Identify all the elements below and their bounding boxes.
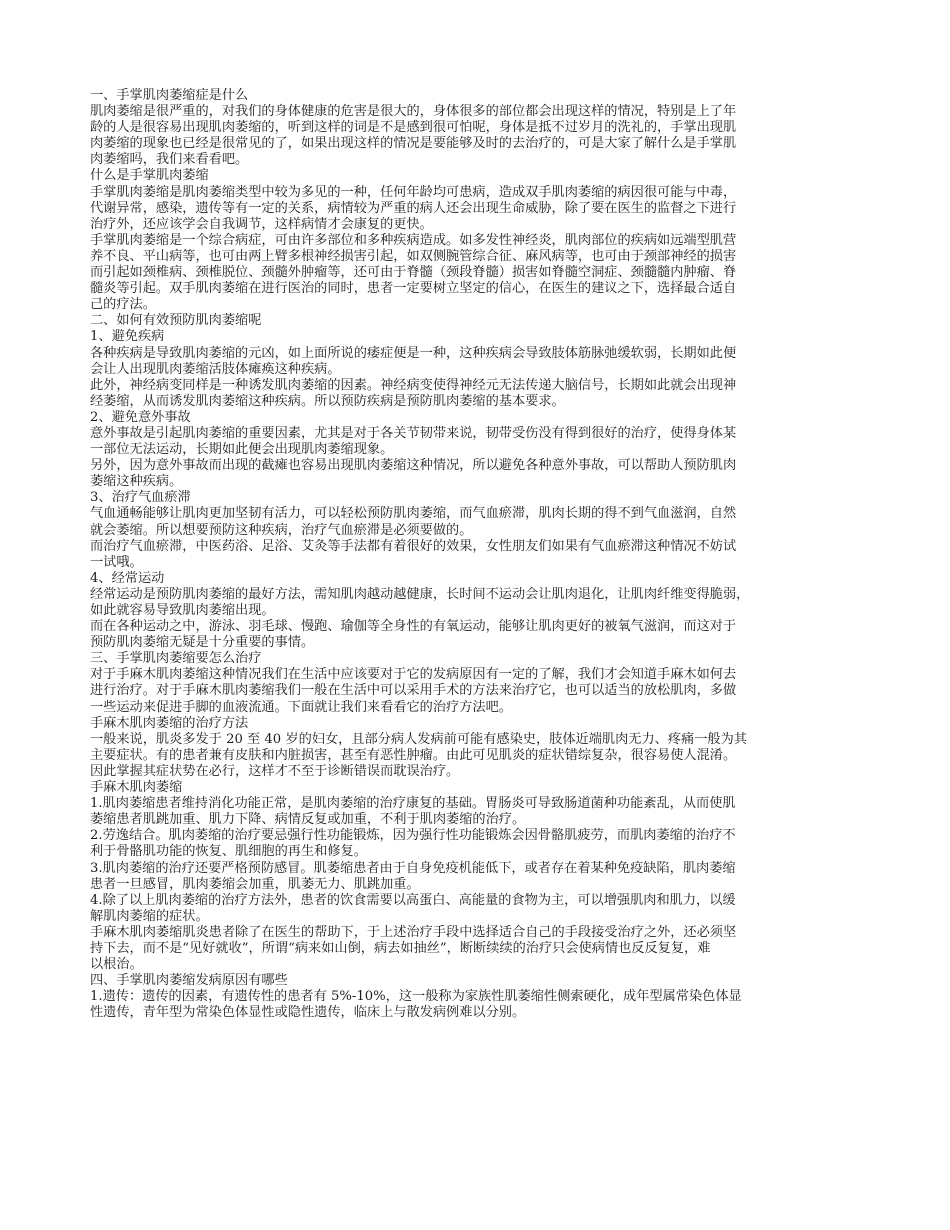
text-line: 持下去，而不是“见好就收”，所谓“病来如山倒，病去如抽丝”，断断续续的治疗只会使病情也反反复复，难 — [90, 940, 711, 956]
text-line: 养不良、平山病等，也可由两上臂多根神经损害引起，如双侧腕管综合征、麻风病等，也可由于颈部神经的损害 — [90, 248, 737, 264]
text-line: 另外，因为意外事故而出现的截瘫也容易出现肌肉萎缩这种情况，所以避免各种意外事故，可以帮助人预防肌肉 — [90, 458, 737, 474]
text-line: 1.肌肉萎缩患者维持消化功能正常，是肌肉萎缩的治疗康复的基础。胃肠炎可导致肠道菌种功能紊乱，从而使肌 — [90, 796, 736, 812]
text-line: 一些运动来促进手脚的血液流通。下面就让我们来看看它的治疗方法吧。 — [90, 699, 512, 715]
text-line: 患者一旦感冒，肌肉萎缩会加重，肌萎无力、肌跳加重。 — [90, 876, 420, 892]
text-line: 性遗传，青年型为常染色体显性或隐性遗传，临床上与散发病例难以分别。 — [90, 1005, 526, 1021]
text-line: 此外，神经病变同样是一种诱发肌肉萎缩的因素。神经病变使得神经元无法传递大脑信号，长期如此就会出现神 — [90, 377, 737, 393]
section-heading: 什么是手掌肌肉萎缩 — [90, 168, 209, 184]
text-line: 气血通畅能够让肌肉更加坚韧有活力，可以轻松预防肌肉萎缩，而气血瘀滞，肌肉长期的得不到气血滋润，自然 — [90, 506, 737, 522]
text-line: 手掌肌肉萎缩是肌肉萎缩类型中较为多见的一种，任何年龄均可患病，造成双手肌肉萎缩的病因很可能与中毒， — [90, 184, 737, 200]
section-heading: 手麻木肌肉萎缩 — [90, 780, 183, 796]
text-line: 己的疗法。 — [90, 297, 156, 313]
text-line: 因此掌握其症状势在必行，这样才不至于诊断错误而耽误治疗。 — [90, 763, 460, 779]
text-line: 肌肉萎缩是很严重的，对我们的身体健康的危害是很大的，身体很多的部位都会出现这样的情况，特别是上了年 — [90, 104, 737, 120]
section-heading: 一、手掌肌肉萎缩症是什么 — [90, 88, 249, 103]
text-line: 如此就容易导致肌肉萎缩出现。 — [90, 603, 275, 618]
section-heading: 手麻木肌肉萎缩的治疗方法 — [90, 715, 249, 731]
text-line: 经常运动是预防肌肉萎缩的最好方法，需知肌肉越动越健康，长时间不运动会让肌肉退化，让肌肉纤维变得脆弱， — [90, 586, 750, 602]
text-line: 肉萎缩的现象也已经是很常见的了，如果出现这样的情况是要能够及时的去治疗的，可是大家了解什么是手掌肌 — [90, 136, 737, 152]
text-line: 会让人出现肌肉萎缩活肢体瘫痪这种疾病。 — [90, 361, 341, 377]
text-line: 代谢异常，感染，遗传等有一定的关系，病情较为严重的病人还会出现生命威胁，除了要在医生的监督之下进行 — [90, 200, 737, 216]
text-line: 解肌肉萎缩的症状。 — [90, 908, 209, 924]
section-heading: 2、避免意外事故 — [90, 409, 191, 425]
text-line: 萎缩这种疾病。 — [90, 474, 183, 490]
text-line: 经萎缩，从而诱发肌肉萎缩这种疾病。所以预防疾病是预防肌肉萎缩的基本要求。 — [90, 393, 565, 409]
text-line: 各种疾病是导致肌肉萎缩的元凶，如上面所说的痿症便是一种，这种疾病会导致肢体筋脉弛缓软弱，长期如此便 — [90, 345, 737, 361]
section-heading: 二、如何有效预防肌肉萎缩呢 — [90, 313, 262, 329]
text-line: 萎缩患者肌跳加重、肌力下降、病情反复或加重，不利于肌肉萎缩的治疗。 — [90, 812, 526, 828]
text-line: 4.除了以上肌肉萎缩的治疗方法外，患者的饮食需要以高蛋白、高能量的食物为主，可以增强肌肉和肌力，以缓 — [90, 892, 736, 908]
text-line: 2.劳逸结合。肌肉萎缩的治疗要忌强行性功能锻炼，因为强行性功能锻炼会因骨骼肌疲劳，而肌肉萎缩的治疗不 — [90, 828, 736, 844]
text-line: 利于骨骼肌功能的恢复、肌细胞的再生和修复。 — [90, 844, 367, 860]
section-heading: 3、治疗气血瘀滞 — [90, 490, 191, 506]
text-line: 进行治疗。对于手麻木肌肉萎缩我们一般在生活中可以采用手术的方法来治疗它，也可以适当的放松肌肉，多做 — [90, 683, 737, 699]
section-heading: 4、经常运动 — [90, 570, 165, 586]
text-line: 四、手掌肌肉萎缩发病原因有哪些 — [90, 973, 288, 989]
text-line: 意外事故是引起肌肉萎缩的重要因素，尤其是对于各关节韧带来说，韧带受伤没有得到很好的治疗，使得身体某 — [90, 425, 737, 441]
text-line: 肉萎缩吗，我们来看看吧。 — [90, 152, 249, 168]
text-line: 一试哦。 — [90, 554, 143, 570]
text-line: 预防肌肉萎缩无疑是十分重要的事情。 — [90, 635, 315, 651]
section-heading: 三、手掌肌肉萎缩要怎么治疗 — [90, 651, 262, 667]
text-line: 一部位无法运动，长期如此便会出现肌肉萎缩现象。 — [90, 442, 394, 458]
text-line: 主要症状。有的患者兼有皮肤和内脏损害，甚至有恶性肿瘤。由此可见肌炎的症状错综复杂，很容易使人混淆。 — [90, 747, 737, 763]
text-line: 而引起如颈椎病、颈椎脱位、颈髓外肿瘤等，还可由于脊髓（颈段脊髓）损害如脊髓空洞症、颈髓髓内肿瘤、脊 — [90, 265, 737, 281]
text-line: 手麻木肌肉萎缩肌炎患者除了在医生的帮助下，于上述治疗手段中选择适合自己的手段接受治疗之外，还必须坚 — [90, 924, 737, 940]
text-line: 而在各种运动之中，游泳、羽毛球、慢跑、瑜伽等全身性的有氧运动，能够让肌肉更好的被氧气滋润，而这对于 — [90, 619, 737, 635]
text-line: 3.肌肉萎缩的治疗还要严格预防感冒。肌萎缩患者由于自身免疫机能低下，或者存在着某种免疫缺陷，肌肉萎缩 — [90, 860, 736, 876]
text-line: 髓炎等引起。双手肌肉萎缩在进行医治的同时，患者一定要树立坚定的信心，在医生的建议之下，选择最合适自 — [90, 281, 737, 297]
text-line: 一般来说，肌炎多发于 20 至 40 岁的妇女，且部分病人发病前可能有感染史，肢体近端肌肉无力、疼痛一般为其 — [90, 731, 747, 747]
text-line: 龄的人是很容易出现肌肉萎缩的，听到这样的词是不是感到很可怕呢，身体是抵不过岁月的洗礼的，手掌出现肌 — [90, 120, 737, 136]
text-line: 就会萎缩。所以想要预防这种疾病，治疗气血瘀滞是必须要做的。 — [90, 522, 473, 538]
text-line: 手掌肌肉萎缩是一个综合病症，可由许多部位和多种疾病造成。如多发性神经炎，肌肉部位的疾病如远端型肌营 — [90, 232, 737, 248]
text-line: 治疗外，还应该学会自我调节，这样病情才会康复的更快。 — [90, 216, 433, 232]
section-heading: 1、避免疾病 — [90, 329, 165, 345]
text-line: 对于手麻木肌肉萎缩这种情况我们在生活中应该要对于它的发病原因有一定的了解，我们才会知道手麻木如何去 — [90, 667, 737, 683]
text-line: 以根治。 — [90, 957, 143, 973]
section-heading: 1.遗传：遗传的因素，有遗传性的患者有 5%-10%，这一般称为家族性肌萎缩性侧索硬化，成年型属常染色体显 — [90, 989, 742, 1005]
text-line: 而治疗气血瘀滞，中医药浴、足浴、艾灸等手法都有着很好的效果，女性朋友们如果有气血瘀滞这种情况不妨试 — [90, 538, 737, 554]
